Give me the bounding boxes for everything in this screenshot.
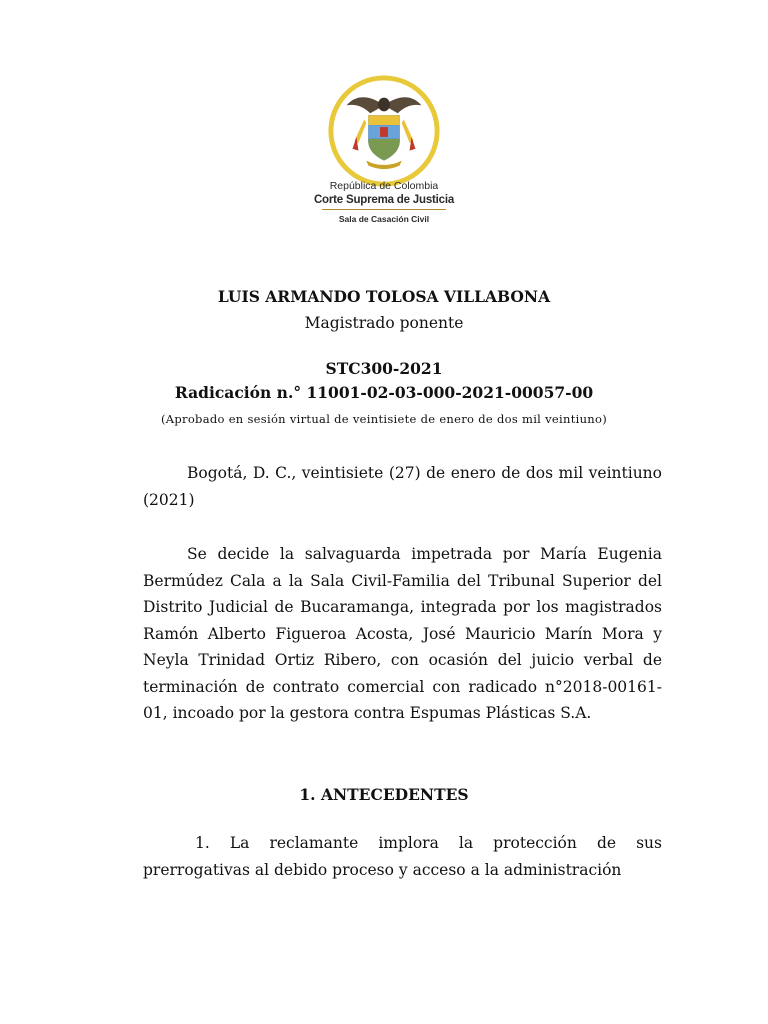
date-paragraph: Bogotá, D. C., veintisiete (27) de enero de dos mil veintiuno (2021) bbox=[143, 464, 662, 509]
republic-label: República de Colombia bbox=[329, 180, 439, 192]
institution-block bbox=[0, 180, 768, 225]
court-name: Corte Suprema de Justicia bbox=[313, 194, 455, 206]
magistrate-name: LUIS ARMANDO TOLOSA VILLABONA bbox=[217, 287, 551, 306]
chamber-name: Sala de Casación Civil bbox=[338, 214, 430, 224]
intro-paragraph: Se decide la salvaguarda impetrada por María Eugenia Bermúdez Cala a la Sala Civil-Familia del Tribunal Superior del Distrito Judicial de Bucaramanga, integrada por los magistrados Ramón Alberto Figueroa Acosta, José Mauricio Marín Mora y Neyla Trinidad Ortiz Ribero, con ocasión del juicio verbal de terminación de contrato comercial con radicado n°2018-00161-01, incoado por la gestora contra Espumas Plásticas S.A. bbox=[143, 545, 662, 722]
ruling-number: STC300-2021 bbox=[325, 359, 443, 378]
approval-note: (Aprobado en sesión virtual de veintisiete de enero de dos mil veintiuno) bbox=[160, 412, 608, 426]
radicacion-number: Radicación n.° 11001-02-03-000-2021-00057-00 bbox=[174, 383, 594, 402]
antecedent-paragraph: 1. La reclamante implora la protección de sus prerrogativas al debido proceso y acceso a la administración bbox=[143, 834, 662, 879]
colombia-coat-of-arms-icon bbox=[325, 72, 443, 190]
magistrate-role: Magistrado ponente bbox=[304, 314, 464, 332]
header-divider bbox=[322, 209, 446, 210]
section-heading: 1. ANTECEDENTES bbox=[299, 785, 469, 804]
court-seal bbox=[0, 72, 768, 194]
